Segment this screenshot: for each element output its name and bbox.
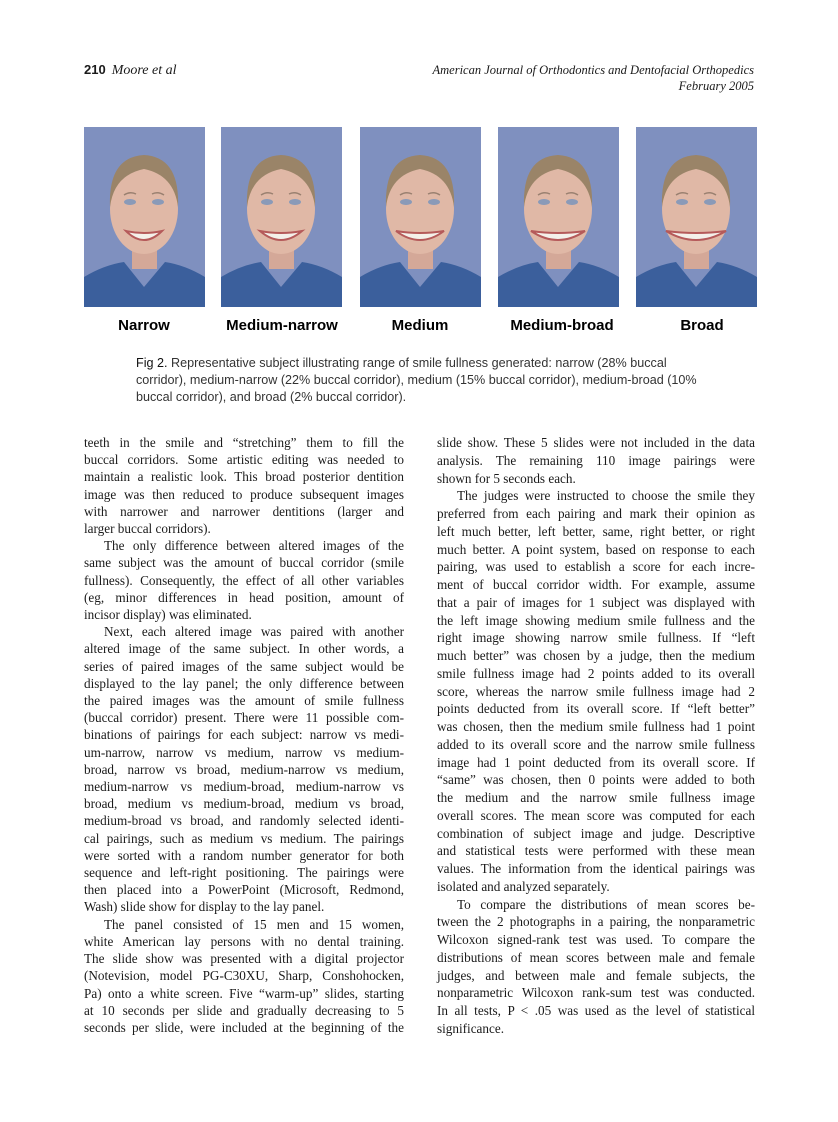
text-line: sequence and left-right positioning. The pairings were [84, 865, 404, 881]
text-line: series of paired images of the same subject would be [84, 658, 404, 674]
text-line: (eg, minor differences in head position, amount of [84, 589, 404, 605]
text-line: added to its overall score and the narrow smile fullness [437, 736, 755, 752]
text-line: ment of buccal corridor width. For example, assume [437, 577, 755, 592]
text-line: significance. [437, 1020, 505, 1036]
text-line: incisor display) was eliminated. [84, 607, 252, 623]
text-line: smile fullness image had 2 points added to its overall [437, 665, 755, 681]
text-line: In all tests, P < .05 was used as the level of statistical [437, 1003, 755, 1018]
text-line: broad, medium vs medium-broad, medium vs broad, [84, 796, 404, 812]
text-line: tween the 2 photographs in a pairing, the nonparametric [437, 914, 755, 930]
text-line: analysis. The remaining 110 image pairings were [437, 452, 755, 468]
text-line: combination of subject image and judge. Descriptive [437, 825, 755, 841]
text-line: judges, and between male and female subjects, the [437, 967, 755, 983]
text-line: broad, narrow vs broad, medium-narrow vs medium, [84, 761, 404, 777]
text-line: The judges were instructed to choose the smile they [457, 488, 755, 504]
text-line: seconds per slide, were included at the beginning of the [84, 1019, 404, 1035]
text-line: values. The information from the identical pairings was [437, 861, 755, 876]
paragraph [84, 916, 404, 1036]
text-line: To compare the distributions of mean scores be- [457, 896, 755, 912]
issue-date: February 2005 [678, 79, 754, 93]
text-line: fullness). Consequently, the effect of all other variables [84, 572, 404, 588]
text-line: Next, each altered image was paired with another [104, 624, 404, 640]
text-line: medium-broad vs broad, and randomly selected identi- [84, 813, 404, 829]
subject-photo [636, 127, 757, 307]
text-line: were sorted with a random number generator for both [84, 847, 404, 863]
text-line: teeth in the smile and “stretching” them to fill the [84, 435, 404, 450]
label-narrow: Narrow [118, 317, 170, 334]
text-line: slide show. These 5 slides were not included in the data [437, 435, 755, 450]
text-line: (Notevision, model PG-C30XU, Sharp, Conshohocken, [84, 968, 404, 984]
text-line: was chosen, then the medium smile fullness had 1 point [437, 719, 755, 734]
text-line: then placed into a PowerPoint (Microsoft, Redmond, [84, 882, 404, 898]
text-line: much better” was chosen by a judge, then the medium [437, 648, 755, 663]
text-line: “same” was chosen, then 0 points were added to both [437, 772, 755, 788]
text-line: the left image showing medium smile fullness and the [437, 612, 755, 628]
text-line: shown for 5 seconds each. [437, 470, 576, 486]
subject-photo [221, 127, 342, 307]
text-line: left much better, left better, same, right better, or right [437, 523, 755, 539]
text-line: that a pair of images for 1 subject was displayed with [437, 594, 755, 610]
text-line: image had 1 point deducted from its overall score. If [437, 754, 755, 770]
left-column [84, 434, 404, 1036]
text-line: altered image of the same subject. In other words, a [84, 641, 404, 657]
text-line: Pa) onto a white screen. Five “warm-up” slides, starting [84, 985, 404, 1001]
label-broad: Broad [680, 317, 724, 334]
text-line: white American lay persons with no dental training. [84, 933, 404, 949]
face-image [84, 127, 205, 307]
text-line: the medium and the narrow smile fullness image [437, 790, 755, 805]
text-line: the paired images was the amount of smile fullness [84, 693, 404, 709]
text-line: image was then reduced to produce subsequent images [84, 486, 404, 502]
paragraph [437, 434, 755, 487]
text-line: preferred from each pairing and mark their opinion as [437, 506, 755, 521]
subject-photo [498, 127, 619, 307]
text-line: distributions of mean scores between male and female [437, 949, 755, 965]
text-line: um-narrow, narrow vs medium, narrow vs medium- [84, 744, 404, 760]
face-image [360, 127, 481, 307]
text-line: right image showing narrow smile fullness. If “left [437, 630, 755, 646]
paragraph [437, 487, 755, 895]
text-line: medium-narrow vs medium-broad, medium-narrow vs [84, 779, 404, 795]
text-line: score, whereas the narrow smile fullness image had 2 [437, 683, 755, 699]
text-line: at 10 seconds per slide and gradually decreasing to 5 [84, 1002, 404, 1018]
caption-label: Fig 2. [136, 356, 168, 370]
paragraph [84, 623, 404, 915]
text-line: larger buccal corridors). [84, 521, 211, 537]
text-line: much better. A point system, based on response to each [437, 541, 755, 557]
text-line: (buccal corridor) present. There were 11 possible com- [84, 710, 404, 726]
text-line: The panel consisted of 15 men and 15 women, [104, 916, 404, 932]
text-line: Wilcoxon signed-rank test was used. To compare the [437, 932, 755, 947]
text-line: buccal corridors. Some artistic editing was needed to [84, 452, 404, 468]
text-line: cal pairings, such as medium vs medium. The pairings [84, 830, 404, 846]
text-line: binations of pairings for each subject: narrow vs medi- [84, 727, 404, 743]
figure-caption [136, 355, 708, 406]
text-line: and statistical tests were performed with these mean [437, 843, 755, 859]
text-line: nonparametric Wilcoxon rank-sum test was conducted. [437, 985, 755, 1001]
text-line: The only difference between altered images of the [104, 538, 404, 554]
text-line: isolated and analyzed separately. [437, 878, 610, 894]
paragraph [84, 537, 404, 623]
text-line: overall scores. The mean score was computed for each [437, 807, 755, 823]
paragraph [437, 896, 755, 1038]
paragraph [84, 434, 404, 537]
journal-title: American Journal of Orthodontics and Dentofacial Orthopedics [432, 63, 754, 77]
text-line: maintain a realistic look. This broad posterior dentition [84, 469, 404, 485]
running-header-right [433, 62, 755, 94]
face-image [636, 127, 757, 307]
text-line: with narrower and narrower dentitions (larger and [84, 503, 404, 519]
subject-photo [84, 127, 205, 307]
authors: Moore et al [111, 63, 177, 78]
running-header-left [84, 62, 177, 79]
text-line: points deducted from its overall score. If “left better” [437, 701, 755, 717]
text-line: The slide show was presented with a digital projector [84, 951, 404, 967]
label-medium: Medium [391, 317, 449, 334]
face-image [221, 127, 342, 307]
text-line: pairing, was used to establish a score for each incre- [437, 559, 755, 575]
label-medium-narrow: Medium-narrow [226, 317, 338, 334]
text-line: same subject was the amount of buccal corridor (smile [84, 555, 404, 571]
subject-photo [360, 127, 481, 307]
face-image [498, 127, 619, 307]
text-line: Wash) slide show for display to the lay panel. [84, 899, 325, 915]
page-number: 210 [84, 62, 106, 77]
label-medium-broad: Medium-broad [510, 317, 614, 334]
text-line: displayed to the lay panel; the only difference between [84, 675, 404, 691]
right-column [437, 434, 755, 1038]
caption-text: Representative subject illustrating range of smile fullness generated: narrow (28% buccal corridor), medium-narrow (22% buccal corridor), medium (15% buccal corridor), medium-broad (10% buccal corridor), and broad (2% buccal corridor). [136, 356, 697, 404]
